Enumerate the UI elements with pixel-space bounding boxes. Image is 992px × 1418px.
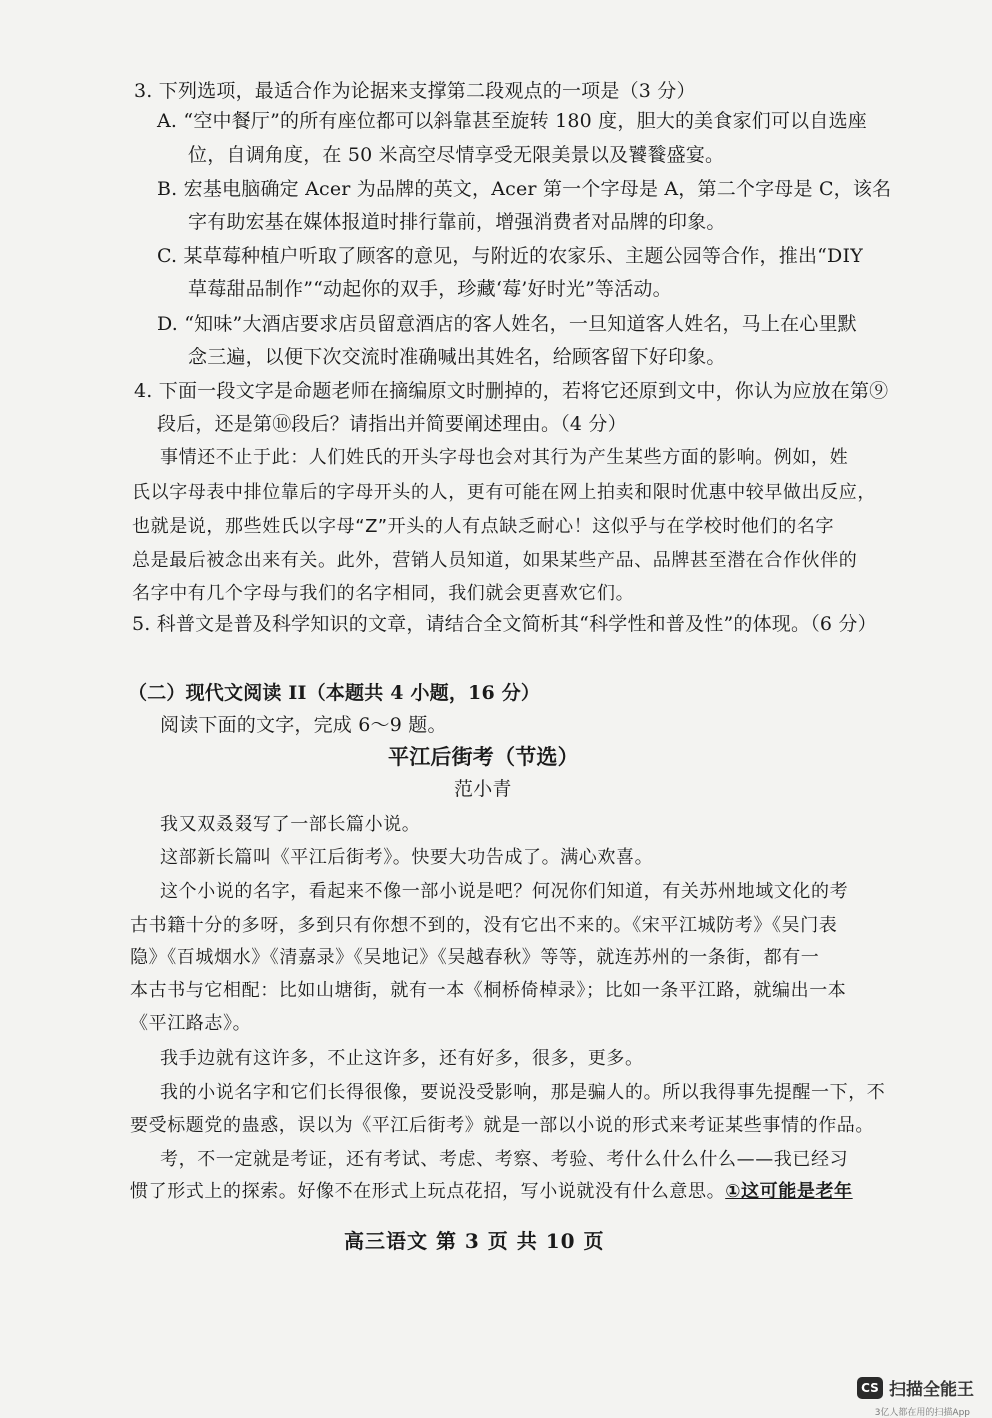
q3-option-c-line2: 草莓甜品制作”“动起你的双手，珍藏‘莓’好时光”等活动。 xyxy=(188,278,672,300)
underlined-sentence-1: ①这可能是老年 xyxy=(725,1181,853,1202)
passage-line6: 本古书与它相配：比如山塘街，就有一本《桐桥倚棹录》；比如一条平江路，就编出一本 xyxy=(130,980,847,1001)
page-footer: 高三语文 第 3 页 共 10 页 xyxy=(344,1229,605,1253)
passage-line11: 考，不一定就是考证，还有考试、考虑、考察、考验、考什么什么什么——我已经习 xyxy=(160,1149,849,1170)
q3-option-a-line2: 位，自调角度，在 50 米高空尽情享受无限美景以及饕餮盛宴。 xyxy=(188,144,725,166)
watermark-name: 扫描全能王 xyxy=(889,1380,974,1400)
q4-passage-line2: 氏以字母表中排位靠后的字母开头的人，更有可能在网上拍卖和限时优惠中较早做出反应， xyxy=(132,482,876,503)
q3-option-a-line1: A. “空中餐厅”的所有座位都可以斜靠甚至旋转 180 度，胆大的美食家们可以自选座 xyxy=(157,110,867,132)
q4-passage-line1: 事情还不止于此：人们姓氏的开头字母也会对其行为产生某些方面的影响。例如，姓 xyxy=(160,447,849,468)
passage-line12-text: 惯了形式上的探索。好像不在形式上玩点花招，写小说就没有什么意思。 xyxy=(130,1181,726,1202)
section2-instruction: 阅读下面的文字，完成 6～9 题。 xyxy=(160,714,447,736)
scanner-watermark xyxy=(857,1375,974,1400)
watermark-subtitle: 3亿人都在用的扫描App xyxy=(874,1408,970,1418)
passage-line1: 我又双叒叕写了一部长篇小说。 xyxy=(160,814,421,835)
q3-option-b-line2: 字有助宏基在媒体报道时排行靠前，增强消费者对品牌的印象。 xyxy=(188,211,726,233)
q5-stem: 5. 科普文是普及科学知识的文章，请结合全文简析其“科学性和普及性”的体现。（6 分） xyxy=(132,613,877,635)
q3-option-d-line1: D. “知味”大酒店要求店员留意酒店的客人姓名，一旦知道客人姓名，马上在心里默 xyxy=(157,313,857,335)
camscanner-logo-icon: CS xyxy=(857,1377,883,1399)
q3-stem: 3. 下列选项，最适合作为论据来支撑第二段观点的一项是（3 分） xyxy=(134,80,696,102)
passage-line10: 要受标题党的蛊惑，误以为《平江后街考》就是一部以小说的形式来考证某些事情的作品。 xyxy=(130,1115,874,1136)
q3-option-b-line1: B. 宏基电脑确定 Acer 为品牌的英文，Acer 第一个字母是 A，第二个字母是 C，该名 xyxy=(157,178,892,200)
q3-option-d-line2: 念三遍，以便下次交流时准确喊出其姓名，给顾客留下好印象。 xyxy=(188,346,726,368)
passage-line9: 我的小说名字和它们长得很像，要说没受影响，那是骗人的。所以我得事先提醒一下，不 xyxy=(160,1082,886,1103)
passage-title: 平江后街考（节选） xyxy=(388,744,579,769)
passage-line12 xyxy=(130,1179,853,1205)
q4-passage-line4: 总是最后被念出来有关。此外，营销人员知道，如果某些产品、品牌甚至潜在合作伙伴的 xyxy=(132,550,858,571)
q4-passage-line3: 也就是说，那些姓氏以字母“Z”开头的人有点缺乏耐心！这似乎与在学校时他们的名字 xyxy=(132,516,835,537)
passage-line8: 我手边就有这许多，不止这许多，还有好多，很多，更多。 xyxy=(160,1048,644,1069)
passage-author: 范小青 xyxy=(454,778,512,800)
passage-line7: 《平江路志》。 xyxy=(130,1013,252,1034)
passage-line5: 隐》《百城烟水》《清嘉录》《吴地记》《吴越春秋》等等，就连苏州的一条街，都有一 xyxy=(130,947,820,968)
q3-option-c-line1: C. 某草莓种植户听取了顾客的意见，与附近的农家乐、主题公园等合作，推出“DIY xyxy=(157,245,863,267)
section2-heading: （二）现代文阅读 II（本题共 4 小题，16 分） xyxy=(128,682,541,704)
passage-line2: 这部新长篇叫《平江后街考》。快要大功告成了。满心欢喜。 xyxy=(160,847,654,868)
passage-line3: 这个小说的名字，看起来不像一部小说是吧？何况你们知道，有关苏州地域文化的考 xyxy=(160,881,849,902)
passage-line4: 古书籍十分的多呀，多到只有你想不到的，没有它出不来的。《宋平江城防考》《吴门表 xyxy=(130,915,838,936)
q4-passage-line5: 名字中有几个字母与我们的名字相同，我们就会更喜欢它们。 xyxy=(132,583,635,604)
q4-stem-line2: 段后，还是第⑩段后？请指出并简要阐述理由。（4 分） xyxy=(157,413,627,435)
q4-stem-line1: 4. 下面一段文字是命题老师在摘编原文时删掉的，若将它还原到文中，你认为应放在第⑨ xyxy=(134,380,889,402)
